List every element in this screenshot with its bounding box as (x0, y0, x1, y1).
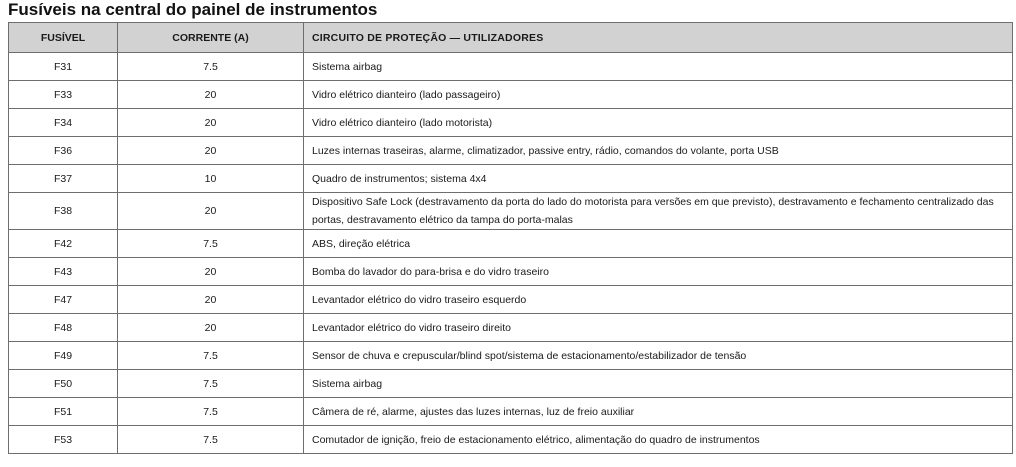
current-cell: 20 (118, 258, 304, 286)
current-cell: 10 (118, 165, 304, 193)
fuse-cell: F31 (9, 53, 118, 81)
page-title: Fusíveis na central do painel de instrumentos (8, 0, 378, 19)
table-row (9, 286, 1013, 314)
fuse-cell: F50 (9, 370, 118, 398)
fuse-cell: F34 (9, 109, 118, 137)
circuit-cell: Quadro de instrumentos; sistema 4x4 (304, 165, 1013, 193)
header-circuit: CIRCUITO DE PROTEÇÃO — UTILIZADORES (304, 23, 1013, 53)
current-cell: 20 (118, 286, 304, 314)
fuse-cell: F38 (9, 193, 118, 230)
fuse-cell: F47 (9, 286, 118, 314)
table-row (9, 398, 1013, 426)
fuse-cell: F53 (9, 426, 118, 454)
table-row (9, 258, 1013, 286)
current-cell: 7.5 (118, 53, 304, 81)
table-header-row (9, 23, 1013, 53)
table-row (9, 426, 1013, 454)
circuit-cell: Câmera de ré, alarme, ajustes das luzes internas, luz de freio auxiliar (304, 398, 1013, 426)
table-row (9, 165, 1013, 193)
circuit-cell: Luzes internas traseiras, alarme, climatizador, passive entry, rádio, comandos do volante, porta USB (304, 137, 1013, 165)
current-cell: 7.5 (118, 426, 304, 454)
current-cell: 7.5 (118, 370, 304, 398)
current-cell: 20 (118, 314, 304, 342)
circuit-cell: Sensor de chuva e crepuscular/blind spot/sistema de estacionamento/estabilizador de tensão (304, 342, 1013, 370)
current-cell: 20 (118, 81, 304, 109)
current-cell: 20 (118, 109, 304, 137)
circuit-cell: Bomba do lavador do para-brisa e do vidro traseiro (304, 258, 1013, 286)
fuse-cell: F33 (9, 81, 118, 109)
fuse-cell: F37 (9, 165, 118, 193)
circuit-cell: Levantador elétrico do vidro traseiro direito (304, 314, 1013, 342)
current-cell: 20 (118, 193, 304, 230)
current-cell: 7.5 (118, 342, 304, 370)
fuse-cell: F42 (9, 230, 118, 258)
table-row (9, 193, 1013, 230)
table-row (9, 370, 1013, 398)
table-row (9, 109, 1013, 137)
header-current: CORRENTE (A) (118, 23, 304, 53)
circuit-cell: Vidro elétrico dianteiro (lado passageiro) (304, 81, 1013, 109)
current-cell: 20 (118, 137, 304, 165)
table-row (9, 342, 1013, 370)
table-row (9, 53, 1013, 81)
circuit-cell: Levantador elétrico do vidro traseiro esquerdo (304, 286, 1013, 314)
fuse-cell: F36 (9, 137, 118, 165)
circuit-cell: Dispositivo Safe Lock (destravamento da porta do lado do motorista para versões em que previsto), destravamento e fechamento centralizado das portas, destravamento elétrico da tampa do porta-malas (304, 193, 1013, 230)
fuse-cell: F51 (9, 398, 118, 426)
fuse-cell: F43 (9, 258, 118, 286)
table-row (9, 230, 1013, 258)
current-cell: 7.5 (118, 398, 304, 426)
table-row (9, 314, 1013, 342)
circuit-cell: Sistema airbag (304, 53, 1013, 81)
header-fuse: FUSÍVEL (9, 23, 118, 53)
fuse-cell: F49 (9, 342, 118, 370)
fuse-table (8, 22, 1013, 454)
fuse-cell: F48 (9, 314, 118, 342)
circuit-cell: Sistema airbag (304, 370, 1013, 398)
circuit-cell: Comutador de ignição, freio de estacionamento elétrico, alimentação do quadro de instrumentos (304, 426, 1013, 454)
table-row (9, 137, 1013, 165)
current-cell: 7.5 (118, 230, 304, 258)
circuit-cell: Vidro elétrico dianteiro (lado motorista) (304, 109, 1013, 137)
circuit-cell: ABS, direção elétrica (304, 230, 1013, 258)
table-row (9, 81, 1013, 109)
